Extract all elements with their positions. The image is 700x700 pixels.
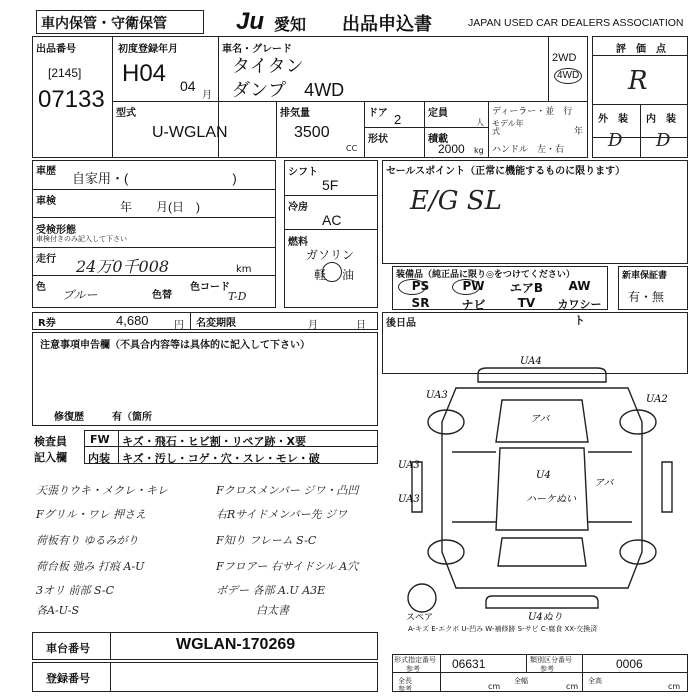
entry-label: 記入欄 — [34, 451, 67, 464]
rating-label: 評 価 点 — [616, 44, 666, 55]
inspector-label: 検査員 — [34, 435, 67, 448]
ac-value: AC — [322, 212, 342, 228]
kg-unit: kg — [474, 146, 484, 155]
note-line: 3オリ 前部 S-C — [36, 584, 115, 597]
diagram-mark: UA2 — [646, 394, 668, 405]
diagram-mark: ハーケぬい — [526, 494, 576, 505]
type-value: 06631 — [452, 657, 486, 671]
repair-value: 有（箇所 — [112, 412, 152, 423]
width-label: 全幅 — [514, 677, 528, 685]
form-title: 出品申込書 — [342, 14, 432, 34]
displacement-value: 3500 — [294, 124, 330, 141]
pw-circle — [452, 279, 480, 295]
tax-month: 月 — [308, 320, 318, 331]
doors-label: ドア — [368, 108, 388, 119]
displacement-label: 排気量 — [280, 108, 310, 119]
equipment-item: TV — [517, 296, 536, 310]
fw-items: キズ・飛石・ヒビ割・リペア跡・X要 — [122, 435, 307, 448]
equipment-item: ナビ — [461, 298, 486, 312]
class-value: 0006 — [616, 657, 643, 671]
model-label: 型式 — [116, 108, 136, 119]
color-label: 色 — [36, 282, 46, 293]
shift-label: シフト — [288, 167, 318, 178]
storage-label: 車内保管・守衛保管 — [41, 15, 167, 31]
inspection-table — [32, 430, 378, 464]
later-items-label: 後日品 — [386, 318, 416, 329]
length-cm: cm — [488, 682, 501, 691]
vehicle-diagram — [392, 352, 694, 622]
capacity-label: 定員 — [428, 108, 448, 119]
logo-text: 愛知 — [274, 17, 307, 34]
fuel-light: 軽 — [314, 268, 327, 282]
doors-value: 2 — [394, 112, 402, 127]
height-cm: cm — [668, 682, 681, 691]
selling-points-label: セールスポイント（正常に機能するものに限ります） — [386, 166, 626, 177]
reg-month-suffix: 月 — [202, 90, 212, 101]
model-year-label: モデル年式 — [492, 119, 524, 136]
receive-note: 車検付きのみ記入して下さい — [36, 235, 127, 243]
warranty-value: 有・無 — [628, 290, 665, 304]
history-value: 自家用・( ) — [72, 171, 237, 186]
capacity-unit: 人 — [476, 118, 484, 127]
recycle-value: 4,680 — [116, 313, 149, 328]
note-line: 白太書 — [256, 604, 289, 617]
ref-label: 参考 — [398, 685, 412, 693]
load-label: 積載 — [428, 134, 448, 145]
chassis-value: WGLAN-170269 — [176, 636, 296, 653]
cc-unit: CC — [346, 144, 358, 153]
car-name-label: 車名・グレード — [222, 44, 292, 55]
tax-label: 名変期限 — [196, 318, 236, 329]
equipment-item: SR — [411, 296, 430, 310]
ps-circle — [398, 279, 426, 295]
notes-label: 注意事項申告欄（不具合内容等は具体的に記入して下さい） — [40, 340, 310, 351]
diagram-legend: A-キズ E-エクボ U-凹み W-補修跡 S-サビ C-腐食 XX-交換済 — [408, 625, 598, 633]
note-line: Fグリル・ワレ 押さえ — [36, 508, 147, 521]
logo — [236, 8, 306, 36]
diagram-mark: UA3 — [398, 494, 420, 505]
note-line: Fクロスメンバー ジワ・凸凹 — [216, 484, 359, 497]
type-label: 形式指定番号 — [394, 656, 436, 664]
interior-insp-label: 内装 — [88, 452, 110, 465]
interior-label: 内 装 — [646, 114, 676, 125]
storage-box — [36, 10, 204, 34]
note-line: 各A-U-S — [36, 604, 79, 617]
inspection-value: 年 月(日 ) — [120, 200, 200, 214]
repair-label: 修復歴 — [54, 412, 84, 423]
interior-items: キズ・汚し・コゲ・穴・スレ・モレ・破 — [122, 452, 320, 465]
diagram-mark: U4ぬり — [528, 612, 563, 622]
exterior-label: 外 装 — [598, 114, 628, 125]
note-line: F知り フレーム S-C — [216, 534, 317, 547]
exterior-value: D — [608, 130, 623, 151]
tax-day: 日 — [356, 320, 366, 331]
diagram-mark: アバ — [594, 478, 614, 489]
fuel-value: ガソリン — [306, 248, 355, 262]
color-code-label: 色コード — [190, 282, 230, 293]
shift-value: 5F — [322, 177, 339, 193]
dealer-label: ディーラー・並 行 — [492, 107, 573, 117]
fuel-label: 燃料 — [288, 237, 308, 248]
reg-label: 登録番号 — [46, 672, 90, 685]
width-cm: cm — [566, 682, 579, 691]
mileage-value: 24万0千008 — [76, 257, 170, 276]
class-sub: 参考 — [540, 665, 554, 673]
history-label: 車歴 — [36, 166, 56, 177]
year-unit: 年 — [574, 127, 584, 137]
association-name: JAPAN USED CAR DEALERS ASSOCIATION — [468, 17, 684, 29]
model-value: U-WGLAN — [152, 124, 228, 141]
class-label: 類別区分番号 — [530, 656, 572, 664]
equipment-item: エアB — [509, 281, 544, 295]
equipment-item: カワシート — [557, 298, 602, 327]
mileage-label: 走行 — [36, 254, 56, 265]
length-label: 全長 — [398, 677, 412, 685]
first-reg-label: 初度登録年月 — [118, 44, 178, 55]
equipment-item: AW — [568, 279, 591, 293]
note-line: 右Rサイドメンバー先 ジワ — [216, 508, 348, 521]
diagram-mark: アバ — [530, 414, 550, 425]
shape-label: 形状 — [368, 134, 388, 145]
color-value: ブルー — [62, 288, 98, 302]
lot-number: 07133 — [38, 86, 105, 113]
fuel-circle — [322, 262, 342, 282]
type-sub: 参考 — [406, 665, 420, 673]
note-line: ボデー 各部 A.U A3E — [216, 584, 326, 597]
load-value: 2000 — [438, 142, 465, 156]
color-change-label: 色替 — [152, 290, 172, 301]
logo-mark: Ju — [236, 8, 265, 35]
height-label: 全高 — [588, 677, 602, 685]
reg-month: 04 — [180, 78, 196, 94]
diagram-mark: UA4 — [520, 356, 542, 367]
recycle-label: R券 — [38, 318, 56, 329]
note-line: Fフロアー 右サイドシル A穴 — [216, 560, 359, 573]
diagram-mark: UA3 — [426, 390, 448, 401]
rating-value: R — [628, 66, 648, 96]
lot-label: 出品番号 — [36, 44, 76, 55]
equipment-item: PS — [411, 279, 430, 293]
interior-value: D — [656, 130, 671, 151]
equipment-label: 装備品（純正品に限り◎をつけてください） — [396, 270, 575, 280]
lot-sub: [2145] — [48, 66, 82, 80]
inspection-label: 車検 — [36, 196, 56, 207]
note-line: 荷板有り ゆるみがり — [36, 534, 139, 547]
drive-2wd: 2WD — [552, 52, 577, 64]
drive-4wd: 4WD — [557, 70, 580, 81]
car-name: タイタン — [232, 56, 304, 76]
warranty-label: 新車保証書 — [622, 271, 668, 281]
chassis-label: 車台番号 — [46, 642, 90, 655]
car-grade: ダンプ 4WD — [232, 80, 345, 100]
note-line: 荷台板 弛み 打痕 A-U — [36, 560, 145, 573]
spare-label: スペア — [406, 613, 434, 622]
era-year: H04 — [122, 60, 167, 87]
fuel-oil: 油 — [342, 268, 355, 282]
fw-label: FW — [90, 433, 110, 446]
color-code-value: T-D — [228, 290, 247, 303]
handwritten-notes — [30, 478, 390, 618]
diagram-mark: UA3 — [398, 460, 420, 471]
yen-unit: 円 — [174, 320, 184, 331]
diagram-mark: U4 — [536, 470, 551, 481]
km-unit: km — [236, 264, 252, 275]
equipment-item: PW — [462, 279, 485, 293]
receive-label: 受検形態 — [36, 225, 76, 236]
ac-label: 冷房 — [288, 202, 308, 213]
handle-label: ハンドル 左・右 — [492, 145, 565, 155]
note-line: 天張りウキ・メクレ・キレ — [36, 484, 168, 497]
selling-points-text: E/G SL — [410, 186, 502, 216]
